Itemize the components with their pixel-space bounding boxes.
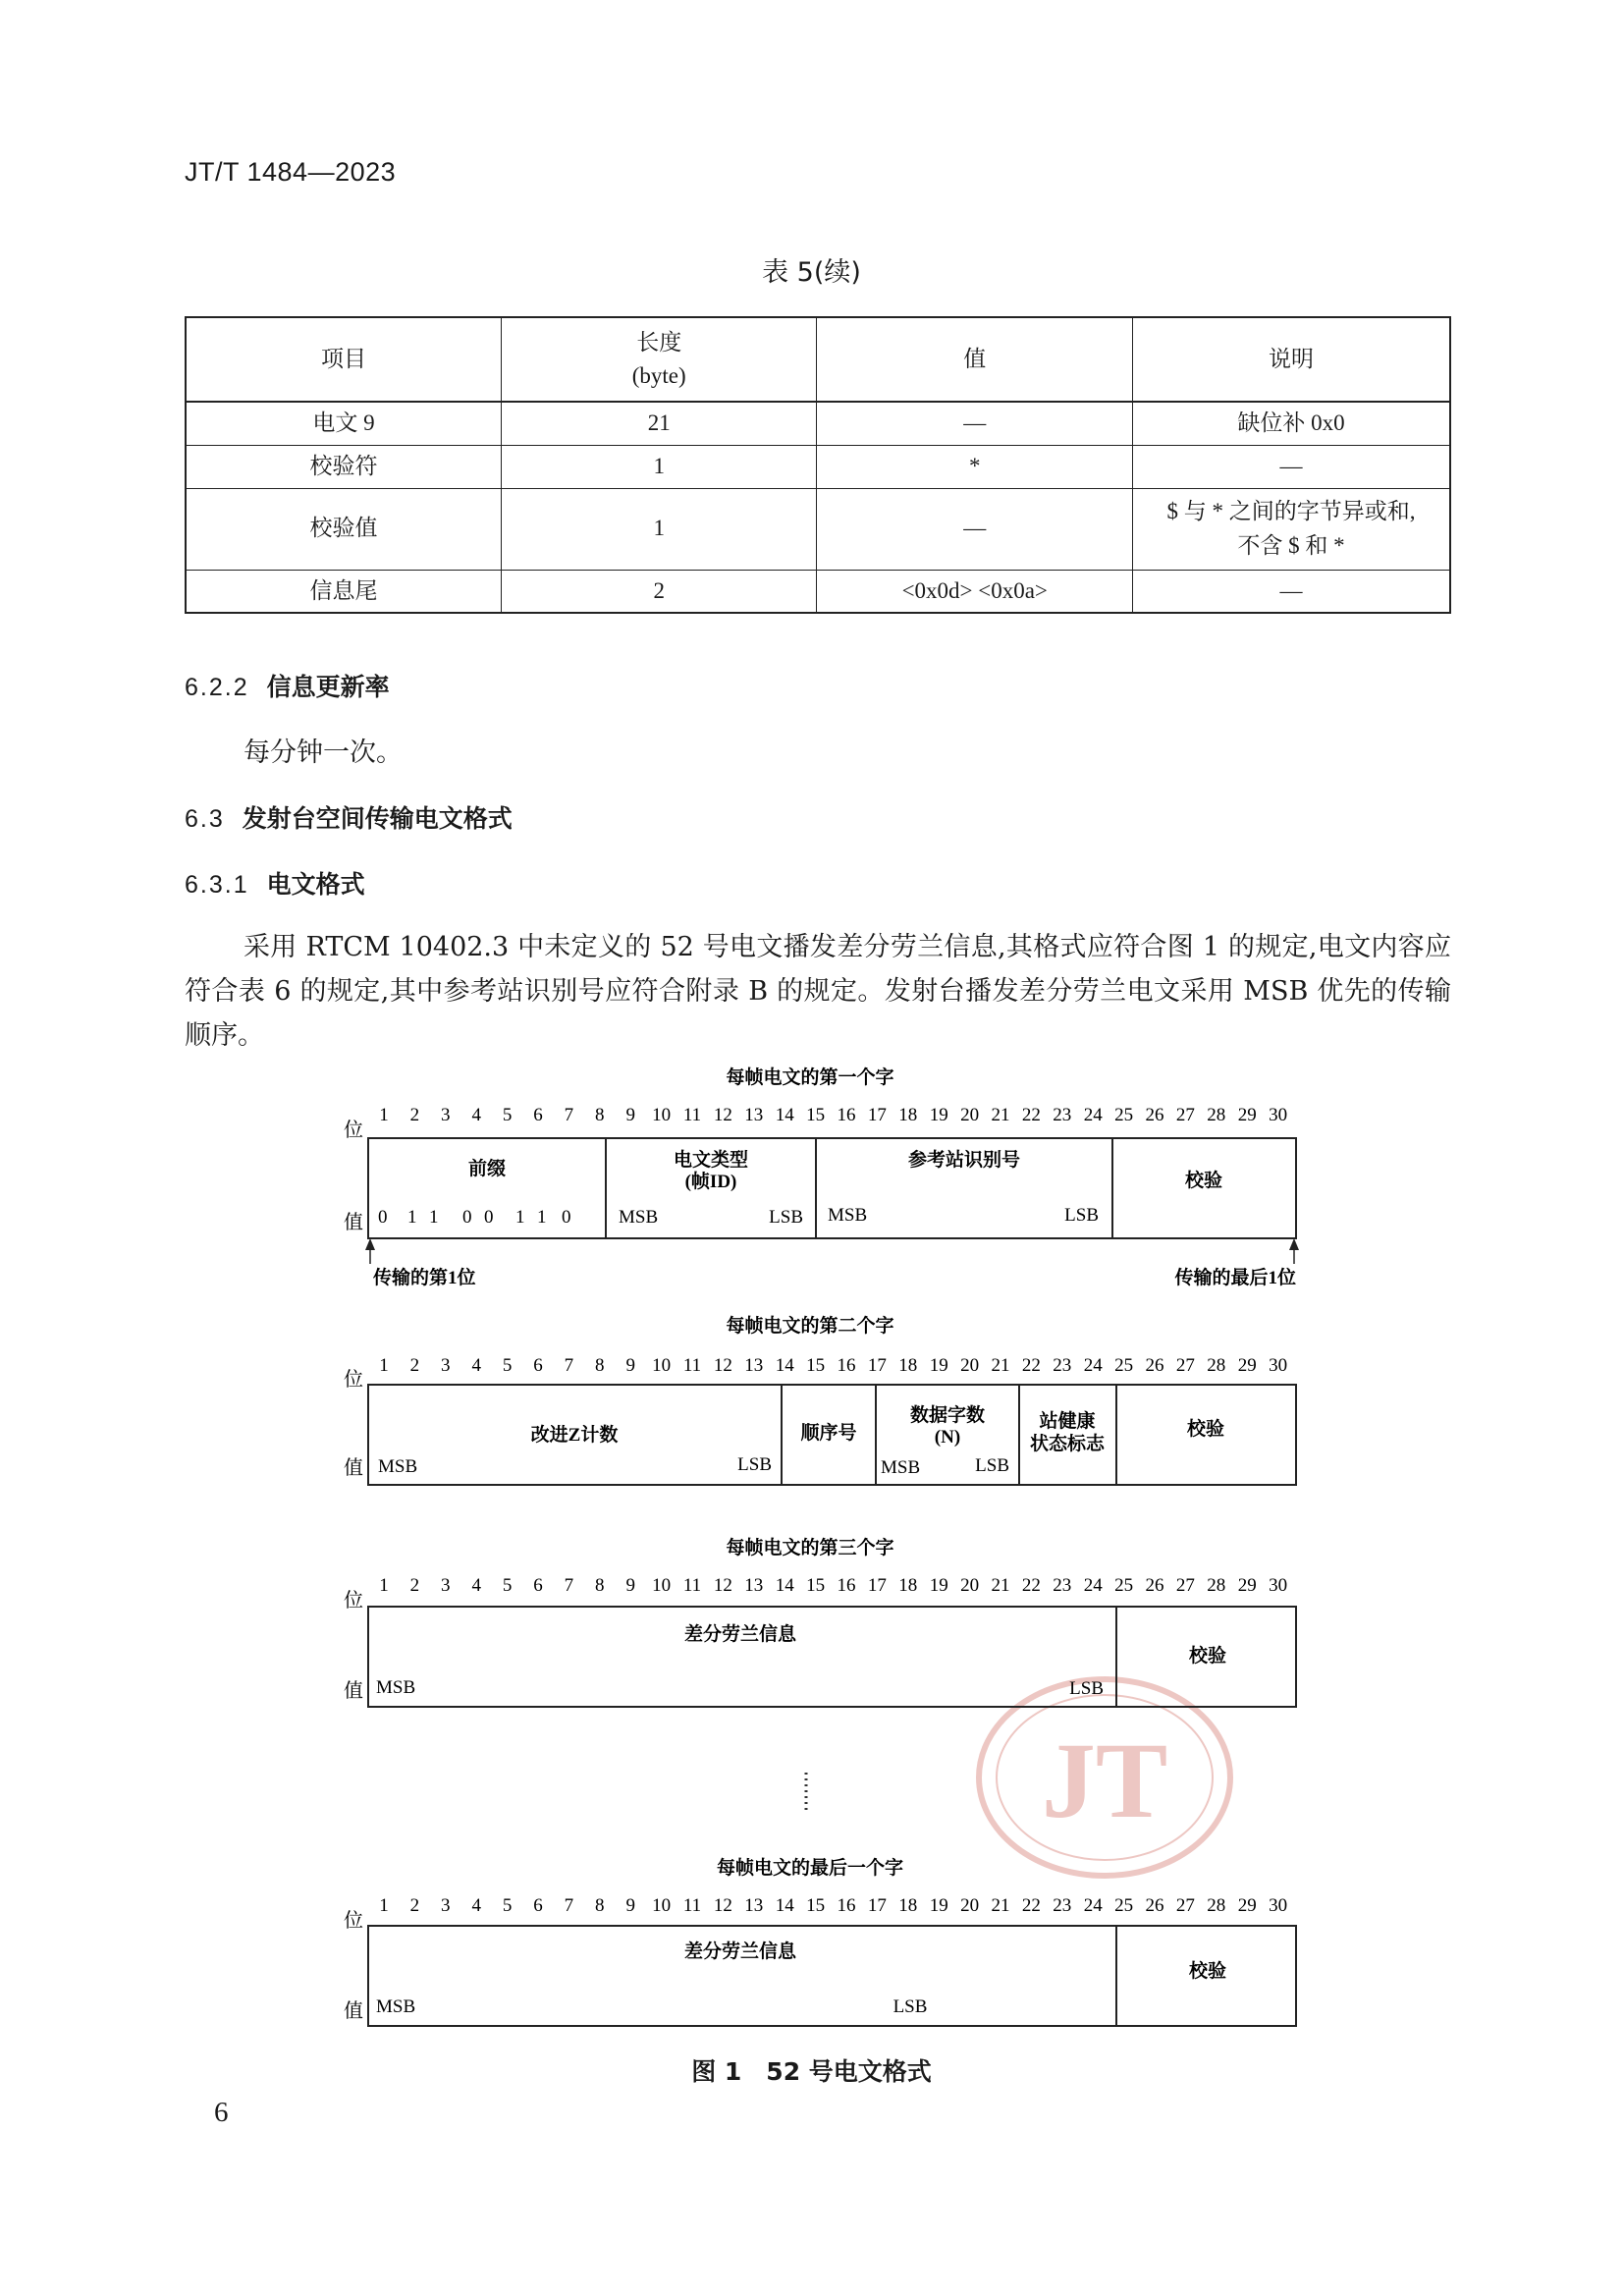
bit-number: 16 [837, 1895, 856, 1916]
prefix-bit: 1 [537, 1207, 547, 1228]
row-label-value: 值 [344, 2000, 363, 2022]
header-length-line1: 长度 [636, 329, 682, 355]
cell-note-line2: 不含 $ 和 * [1237, 532, 1345, 558]
parity-label: 校验 [1184, 1171, 1223, 1191]
bit-number: 13 [744, 1355, 764, 1376]
bit-number: 9 [625, 1105, 635, 1125]
parity-label: 校验 [1186, 1419, 1225, 1440]
section-number: 6.2.2 [185, 674, 249, 701]
bit-number: 25 [1114, 1105, 1134, 1125]
cell-value: — [817, 488, 1133, 570]
row-label-bit: 位 [344, 1120, 363, 1141]
bit-number: 10 [652, 1895, 672, 1916]
bit-number: 20 [960, 1895, 980, 1916]
bit-number: 23 [1053, 1895, 1072, 1916]
row-label-value: 值 [344, 1212, 363, 1233]
msb-label: MSB [378, 1456, 418, 1477]
cell-note: — [1133, 570, 1450, 613]
bit-number: 26 [1145, 1895, 1164, 1916]
bit-number: 11 [682, 1575, 702, 1596]
table-row [186, 570, 1450, 613]
bit-number: 4 [471, 1895, 481, 1916]
bit-number: 2 [409, 1355, 420, 1376]
lsb-label: LSB [1064, 1205, 1099, 1226]
bit-number: 13 [744, 1105, 764, 1125]
bit-number: 29 [1237, 1575, 1257, 1596]
bit-number: 15 [806, 1895, 826, 1916]
header-note: 说明 [1133, 317, 1450, 402]
bit-number: 2 [409, 1895, 420, 1916]
cell-length: 2 [501, 570, 817, 613]
bit-number: 22 [1021, 1105, 1041, 1125]
bit-number: 22 [1021, 1895, 1041, 1916]
bit-number: 6 [533, 1575, 543, 1596]
bit-number: 11 [682, 1355, 702, 1376]
bit-number: 26 [1145, 1105, 1164, 1125]
word3-frame [368, 1607, 1296, 1707]
bit-number: 14 [775, 1105, 794, 1125]
bit-number: 25 [1114, 1575, 1134, 1596]
data-word-count-label: 数据字数 [909, 1405, 986, 1426]
prefix-bit-values [378, 1207, 571, 1228]
bit-number: 27 [1175, 1355, 1195, 1376]
header-value: 值 [817, 317, 1133, 402]
bit-number: 17 [867, 1575, 887, 1596]
bit-number: 6 [533, 1895, 543, 1916]
bit-number: 17 [867, 1895, 887, 1916]
bit-number: 20 [960, 1355, 980, 1376]
cell-length: 1 [501, 445, 817, 488]
bit-number: 28 [1207, 1895, 1226, 1916]
bit-number: 19 [929, 1575, 948, 1596]
watermark-text: JT [1041, 1721, 1168, 1840]
parity-label: 校验 [1188, 1646, 1227, 1667]
bit-number: 24 [1083, 1575, 1103, 1596]
bit-number: 7 [564, 1105, 574, 1125]
bit-number: 13 [744, 1575, 764, 1596]
bit-number: 18 [898, 1895, 918, 1916]
bit-number: 24 [1083, 1895, 1103, 1916]
bit-number: 30 [1269, 1575, 1288, 1596]
table-row [186, 402, 1450, 445]
cell-note [1133, 488, 1450, 570]
bit-number: 23 [1053, 1105, 1072, 1125]
frame-id-label: (帧ID) [684, 1172, 737, 1192]
section-6-3-1-body: 采用 RTCM 10402.3 中未定义的 52 号电文播发差分劳兰信息,其格式应符合图 1 的规定,电文内容应符合表 6 的规定,其中参考站识别号应符合附录 B 的规定。发射台播发差分劳兰电文采用 MSB 优先的传输顺序。 [185, 932, 1451, 1051]
bit-number: 18 [898, 1105, 918, 1125]
msb-label: MSB [376, 1996, 416, 2017]
bit-number: 23 [1053, 1575, 1072, 1596]
arrow-head-icon [1289, 1238, 1299, 1250]
lsb-label: LSB [769, 1207, 803, 1228]
bit-number: 6 [533, 1105, 543, 1125]
last-word-title: 每帧电文的最后一个字 [716, 1858, 904, 1879]
bit-number: 28 [1207, 1105, 1226, 1125]
cell-note: — [1133, 445, 1450, 488]
first-bit-label: 传输的第1位 [373, 1268, 476, 1288]
prefix-bit: 1 [515, 1207, 525, 1228]
last-word-frame [368, 1926, 1296, 2026]
bit-number: 8 [595, 1575, 605, 1596]
data-word-count-n: (N) [934, 1427, 961, 1448]
msb-label: MSB [881, 1457, 921, 1478]
bit-number: 7 [564, 1895, 574, 1916]
bit-number: 19 [929, 1895, 948, 1916]
bit-number: 1 [379, 1355, 389, 1376]
prefix-bit: 0 [484, 1207, 494, 1228]
figure-caption: 图 1 52 号电文格式 [691, 2057, 932, 2086]
row-label-bit: 位 [344, 1590, 363, 1612]
word1-title: 每帧电文的第一个字 [726, 1067, 894, 1088]
diff-loran-label: 差分劳兰信息 [683, 1941, 797, 1962]
bit-number: 11 [682, 1105, 702, 1125]
bit-number: 24 [1083, 1105, 1103, 1125]
bit-number: 16 [837, 1575, 856, 1596]
prefix-bit: 0 [562, 1207, 571, 1228]
prefix-bit: 1 [407, 1207, 417, 1228]
bit-number: 3 [441, 1355, 451, 1376]
cell-value: * [817, 445, 1133, 488]
bit-number: 12 [713, 1105, 732, 1125]
bit-number: 21 [991, 1895, 1010, 1916]
bit-number: 25 [1114, 1895, 1134, 1916]
bit-number: 3 [441, 1105, 451, 1125]
bit-number: 4 [471, 1105, 481, 1125]
bit-number-row [379, 1575, 1287, 1596]
bit-number: 6 [533, 1355, 543, 1376]
bit-number: 15 [806, 1575, 826, 1596]
bit-number: 27 [1175, 1575, 1195, 1596]
section-6-2-2-body: 每分钟一次。 [243, 738, 403, 768]
bit-number: 5 [502, 1105, 513, 1125]
cell-item: 电文 9 [186, 402, 501, 445]
bit-number: 7 [564, 1355, 574, 1376]
bit-number: 8 [595, 1105, 605, 1125]
section-6-3-1-heading [185, 865, 365, 901]
bit-number: 16 [837, 1355, 856, 1376]
bit-number: 12 [713, 1575, 732, 1596]
bit-number: 20 [960, 1575, 980, 1596]
row-label-bit: 位 [344, 1369, 363, 1391]
header-item: 项目 [186, 317, 501, 402]
message-format-figure [334, 1056, 1316, 2087]
bit-number: 1 [379, 1895, 389, 1916]
bit-number: 1 [379, 1105, 389, 1125]
bit-number: 3 [441, 1895, 451, 1916]
page-number: 6 [214, 2097, 229, 2128]
bit-number: 18 [898, 1355, 918, 1376]
bit-number: 1 [379, 1575, 389, 1596]
row-label-value: 值 [344, 1680, 363, 1702]
bit-number: 30 [1269, 1355, 1288, 1376]
section-title: 发射台空间传输电文格式 [242, 804, 513, 833]
bit-number: 19 [929, 1105, 948, 1125]
station-health-label: 站健康 [1039, 1411, 1096, 1432]
station-id-label: 参考站识别号 [907, 1150, 1021, 1171]
header-length [501, 317, 817, 402]
status-flag-label: 状态标志 [1029, 1434, 1106, 1454]
document-id: JT/T 1484—2023 [185, 157, 397, 187]
bit-number: 21 [991, 1105, 1010, 1125]
bit-number: 10 [652, 1105, 672, 1125]
prefix-label: 前缀 [467, 1159, 507, 1179]
bit-number: 7 [564, 1575, 574, 1596]
bit-number: 21 [991, 1575, 1010, 1596]
prefix-bit: 1 [429, 1207, 439, 1228]
bit-number: 29 [1237, 1105, 1257, 1125]
bit-number: 3 [441, 1575, 451, 1596]
bit-number: 8 [595, 1895, 605, 1916]
bit-number: 14 [775, 1895, 794, 1916]
bit-number: 22 [1021, 1355, 1041, 1376]
lsb-label: LSB [975, 1455, 1009, 1476]
bit-number-row [379, 1895, 1287, 1916]
bit-number: 22 [1021, 1575, 1041, 1596]
section-6-3-heading [185, 799, 513, 835]
bit-number: 13 [744, 1895, 764, 1916]
msb-label: MSB [828, 1205, 868, 1226]
bit-number: 5 [502, 1575, 513, 1596]
bit-number: 11 [682, 1895, 702, 1916]
message-type-label: 电文类型 [673, 1150, 749, 1171]
cell-item: 校验值 [186, 488, 501, 570]
prefix-bit: 0 [462, 1207, 472, 1228]
lsb-label: LSB [737, 1454, 772, 1475]
row-label-bit: 位 [344, 1910, 363, 1932]
bit-number: 27 [1175, 1895, 1195, 1916]
lsb-label: LSB [1069, 1678, 1104, 1699]
bit-number: 17 [867, 1105, 887, 1125]
bit-number: 27 [1175, 1105, 1195, 1125]
bit-number: 25 [1114, 1355, 1134, 1376]
parity-label: 校验 [1188, 1961, 1227, 1982]
table-row [186, 445, 1450, 488]
bit-number: 2 [409, 1105, 420, 1125]
jt-watermark-stamp [979, 1679, 1230, 1876]
cell-value: — [817, 402, 1133, 445]
bit-number: 8 [595, 1355, 605, 1376]
bit-number: 9 [625, 1575, 635, 1596]
bit-number: 14 [775, 1355, 794, 1376]
bit-number: 4 [471, 1355, 481, 1376]
bit-number-row [379, 1355, 1287, 1376]
bit-number: 12 [713, 1355, 732, 1376]
bit-number: 20 [960, 1105, 980, 1125]
prefix-bit: 0 [378, 1207, 388, 1228]
cell-length: 21 [501, 402, 817, 445]
bit-number: 5 [502, 1355, 513, 1376]
bit-number: 29 [1237, 1355, 1257, 1376]
word3-title: 每帧电文的第三个字 [726, 1538, 894, 1558]
bit-number: 9 [625, 1895, 635, 1916]
bit-number: 16 [837, 1105, 856, 1125]
bit-number: 19 [929, 1355, 948, 1376]
bit-number: 14 [775, 1575, 794, 1596]
bit-number: 21 [991, 1355, 1010, 1376]
section-number: 6.3 [185, 805, 225, 833]
bit-number: 5 [502, 1895, 513, 1916]
cell-note: 缺位补 0x0 [1133, 402, 1450, 445]
bit-number: 15 [806, 1355, 826, 1376]
section-number: 6.3.1 [185, 871, 249, 899]
sequence-number-label: 顺序号 [800, 1423, 857, 1444]
cell-value: <0x0d> <0x0a> [817, 570, 1133, 613]
bit-number: 12 [713, 1895, 732, 1916]
section-title: 电文格式 [266, 870, 365, 899]
header-length-line2: (byte) [631, 363, 686, 388]
bit-number: 17 [867, 1355, 887, 1376]
bit-number: 28 [1207, 1575, 1226, 1596]
cell-length: 1 [501, 488, 817, 570]
cell-item: 信息尾 [186, 570, 501, 613]
modified-z-count-label: 改进Z计数 [530, 1425, 619, 1446]
msb-label: MSB [619, 1207, 659, 1228]
bit-number: 28 [1207, 1355, 1226, 1376]
bit-number: 30 [1269, 1895, 1288, 1916]
bit-number: 10 [652, 1355, 672, 1376]
bit-number: 10 [652, 1575, 672, 1596]
bit-number: 26 [1145, 1575, 1164, 1596]
section-6-2-2-heading [185, 668, 390, 703]
row-label-value: 值 [344, 1457, 363, 1479]
bit-number: 18 [898, 1575, 918, 1596]
bit-number: 24 [1083, 1355, 1103, 1376]
arrow-head-icon [365, 1238, 375, 1250]
bit-number: 29 [1237, 1895, 1257, 1916]
section-title: 信息更新率 [266, 673, 390, 701]
bit-number: 23 [1053, 1355, 1072, 1376]
table-row [186, 488, 1450, 570]
table-5 [185, 316, 1451, 614]
table-caption: 表 5(续) [762, 257, 861, 288]
msb-label: MSB [376, 1677, 416, 1698]
bit-number-row [379, 1105, 1287, 1125]
bit-number: 4 [471, 1575, 481, 1596]
last-bit-label: 传输的最后1位 [1174, 1268, 1296, 1288]
bit-number: 15 [806, 1105, 826, 1125]
cell-item: 校验符 [186, 445, 501, 488]
lsb-label: LSB [893, 1996, 928, 2017]
bit-number: 26 [1145, 1355, 1164, 1376]
bit-number: 30 [1269, 1105, 1288, 1125]
diff-loran-label: 差分劳兰信息 [683, 1624, 797, 1645]
word2-title: 每帧电文的第二个字 [726, 1316, 894, 1337]
bit-number: 9 [625, 1355, 635, 1376]
bit-number: 2 [409, 1575, 420, 1596]
table-header-row [186, 317, 1450, 402]
cell-note-line1: $ 与 * 之间的字节异或和, [1166, 499, 1416, 523]
